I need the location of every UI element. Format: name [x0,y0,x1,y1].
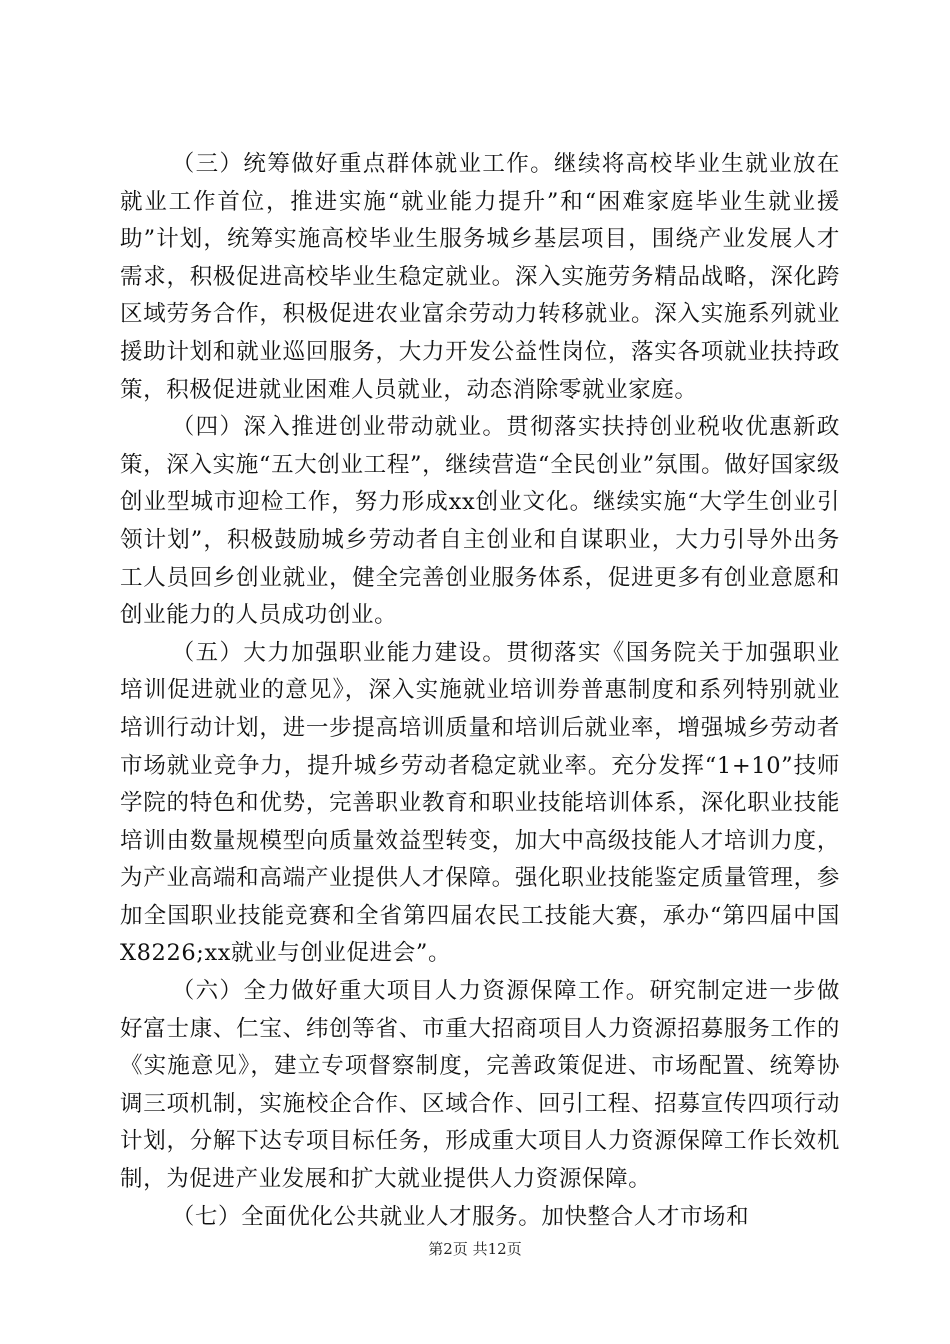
page-number-footer: 第2页 共12页 [428,1240,522,1258]
document-body [120,146,840,1236]
paragraph-major-projects-hr: （六）全力做好重大项目人力资源保障工作。研究制定进一步做好富士康、仁宝、纬创等省、市重大招商项目人力资源招募服务工作的《实施意见》，建立专项督察制度，完善政策促进、市场配置、统筹协调三项机制，实施校企合作、区域合作、回引工程、招募宣传四项行动计划，分解下达专项目标任务，形成重大项目人力资源保障工作长效机制，为促进产业发展和扩大就业提供人力资源保障。 [120,978,840,1193]
paragraph-entrepreneurship: （四）深入推进创业带动就业。贯彻落实扶持创业税收优惠新政策，深入实施“五大创业工程”，继续营造“全民创业”氛围。做好国家级创业型城市迎检工作，努力形成xx创业文化。继续实施“大学生创业引领计划”，积极鼓励城乡劳动者自主创业和自谋职业，大力引导外出务工人员回乡创业就业，健全完善创业服务体系，促进更多有创业意愿和创业能力的人员成功创业。 [120,414,840,629]
paragraph-public-employment-services: （七）全面优化公共就业人才服务。加快整合人才市场和 [171,1203,750,1230]
paragraph-vocational-ability: （五）大力加强职业能力建设。贯彻落实《国务院关于加强职业培训促进就业的意见》，深入实施就业培训券普惠制度和系列特别就业培训行动计划，进一步提高培训质量和培训后就业率，增强城乡劳动者市场就业竞争力，提升城乡劳动者稳定就业率。充分发挥“1+10”技师学院的特色和优势，完善职业教育和职业技能培训体系，深化职业技能培训由数量规模型向质量效益型转变，加大中高级技能人才培训力度，为产业高端和高端产业提供人才保障。强化职业技能鉴定质量管理，参加全国职业技能竞赛和全省第四届农民工技能大赛，承办“第四届中国X8226;xx就业与创业促进会”。 [120,639,840,967]
paragraph-key-groups-employment: （三）统筹做好重点群体就业工作。继续将高校毕业生就业放在就业工作首位，推进实施“就业能力提升”和“困难家庭毕业生就业援助”计划，统筹实施高校毕业生服务城乡基层项目，围绕产业发展人才需求，积极促进高校毕业生稳定就业。深入实施劳务精品战略，深化跨区域劳务合作，积极促进农业富余劳动力转移就业。深入实施系列就业援助计划和就业巡回服务，大力开发公益性岗位，落实各项就业扶持政策，积极促进就业困难人员就业，动态消除零就业家庭。 [120,151,840,403]
